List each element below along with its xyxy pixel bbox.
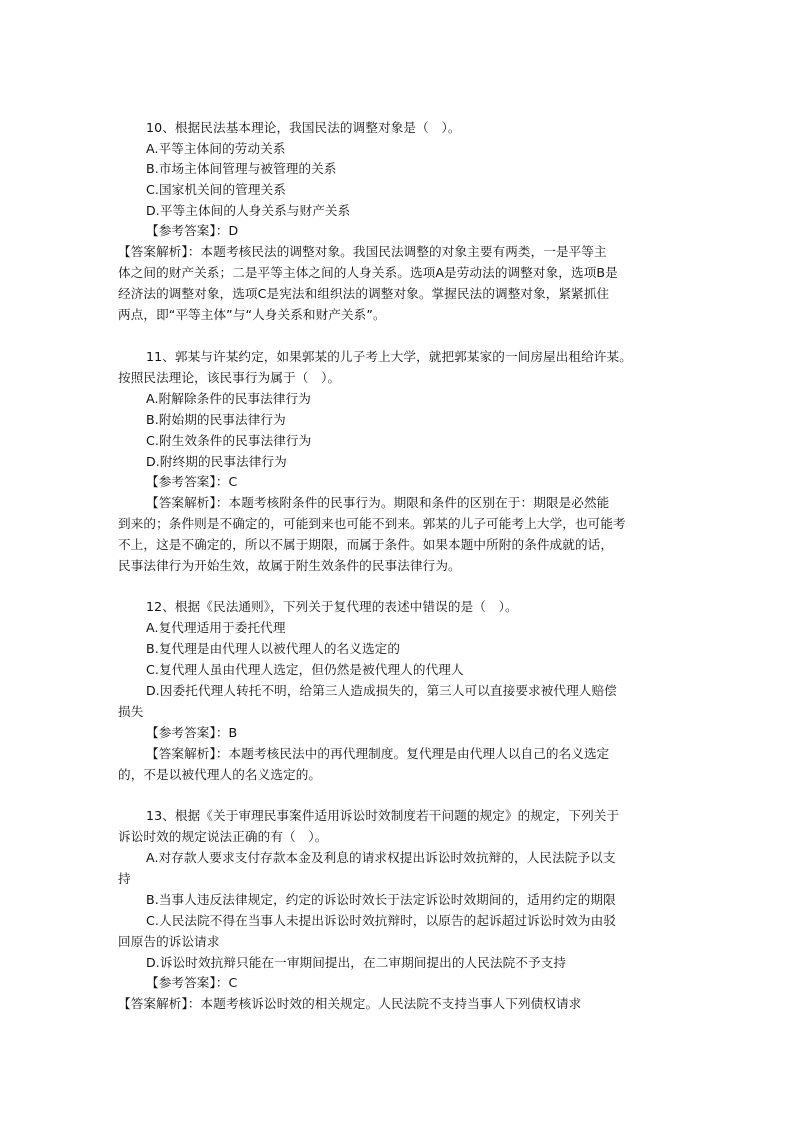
q11-option-d: D.附终期的民事法律行为 bbox=[146, 454, 287, 469]
q11-option-c: C.附生效条件的民事法律行为 bbox=[146, 433, 312, 448]
q10-stem-line-1: 10、根据民法基本理论，我国民法的调整对象是（ ）。 bbox=[146, 120, 461, 135]
q10-analysis-line-1: 【答案解析】：本题考核民法的调整对象。我国民法调整的对象主要有两类，一是平等主 bbox=[118, 244, 607, 259]
q13-option-a: A.对存款人要求支付存款本金及利息的请求权提出诉讼时效抗辩的，人民法院予以支 bbox=[146, 850, 616, 865]
q10-answer: 【参考答案】：D bbox=[146, 223, 239, 238]
q10-option-a: A.平等主体间的劳动关系 bbox=[146, 141, 286, 156]
q12-option-d-cont: 损失 bbox=[118, 704, 144, 719]
q12-option-c: C.复代理人虽由代理人选定，但仍然是被代理人的代理人 bbox=[146, 662, 464, 677]
q10-analysis-line-4: 两点，即“平等主体”与“人身关系和财产关系”。 bbox=[118, 307, 386, 322]
q13-option-c: C.人民法院不得在当事人未提出诉讼时效抗辩时，以原告的起诉超过诉讼时效为由驳 bbox=[146, 913, 616, 928]
q13-option-b: B.当事人违反法律规定，约定的诉讼时效长于法定诉讼时效期间的，适用约定的期限 bbox=[146, 892, 616, 907]
q10-option-c: C.国家机关间的管理关系 bbox=[146, 182, 286, 197]
q11-analysis-line-3: 不上，这是不确定的，所以不属于期限，而属于条件。如果本题中所附的条件成就的话， bbox=[118, 537, 614, 552]
q12-option-d: D.因委托代理人转托不明，给第三人造成损失的，第三人可以直接要求被代理人赔偿 bbox=[146, 683, 617, 698]
q10-option-b: B.市场主体间管理与被管理的关系 bbox=[146, 161, 337, 176]
q12-answer: 【参考答案】：B bbox=[146, 725, 238, 740]
q13-option-a-cont: 持 bbox=[118, 871, 131, 886]
q11-stem-line-2: 按照民法理论，该民事行为属于（ ）。 bbox=[118, 370, 341, 385]
q13-answer: 【参考答案】：C bbox=[146, 975, 238, 990]
q13-option-c-cont: 回原告的诉讼请求 bbox=[118, 934, 220, 949]
q13-stem-line-1: 13、根据《关于审理民事案件适用诉讼时效制度若干问题的规定》的规定，下列关于 bbox=[146, 808, 620, 823]
q13-stem-line-2: 诉讼时效的规定说法正确的有（ ）。 bbox=[118, 829, 328, 844]
q11-option-b: B.附始期的民事法律行为 bbox=[146, 412, 286, 427]
q11-analysis-line-4: 民事法律行为开始生效，故属于附生效条件的民事法律行为。 bbox=[118, 558, 461, 573]
q10-analysis-line-3: 经济法的调整对象，选项C是宪法和组织法的调整对象。掌握民法的调整对象，紧紧抓住 bbox=[118, 286, 610, 301]
q12-option-a: A.复代理适用于委托代理 bbox=[146, 620, 286, 635]
q12-analysis-line-1: 【答案解析】：本题考核民法中的再代理制度。复代理是由代理人以自己的名义选定 bbox=[146, 746, 610, 761]
q11-analysis-line-2: 到来的；条件则是不确定的，可能到来也可能不到来。郭某的儿子可能考上大学，也可能考 bbox=[118, 516, 626, 531]
q13-analysis-line-1: 【答案解析】：本题考核诉讼时效的相关规定。人民法院不支持当事人下列债权请求 bbox=[118, 996, 582, 1011]
q12-option-b: B.复代理是由代理人以被代理人的名义选定的 bbox=[146, 641, 401, 656]
q13-option-d: D.诉讼时效抗辩只能在一审期间提出，在二审期间提出的人民法院不予支持 bbox=[146, 955, 567, 970]
q12-analysis-line-2: 的，不是以被代理人的名义选定的。 bbox=[118, 767, 322, 782]
q10-analysis-line-2: 体之间的财产关系；二是平等主体之间的人身关系。选项A是劳动法的调整对象，选项B是 bbox=[118, 265, 618, 280]
q11-analysis-line-1: 【答案解析】：本题考核附条件的民事行为。期限和条件的区别在于：期限是必然能 bbox=[146, 495, 610, 510]
q10-option-d: D.平等主体间的人身关系与财产关系 bbox=[146, 203, 351, 218]
q11-option-a: A.附解除条件的民事法律行为 bbox=[146, 391, 311, 406]
q12-stem-line-1: 12、根据《民法通则》，下列关于复代理的表述中错误的是（ ）。 bbox=[146, 599, 518, 614]
q11-stem-line-1: 11、郭某与许某约定，如果郭某的儿子考上大学，就把郭某家的一间房屋出租给许某。 bbox=[146, 349, 632, 364]
q11-answer: 【参考答案】：C bbox=[146, 474, 238, 489]
